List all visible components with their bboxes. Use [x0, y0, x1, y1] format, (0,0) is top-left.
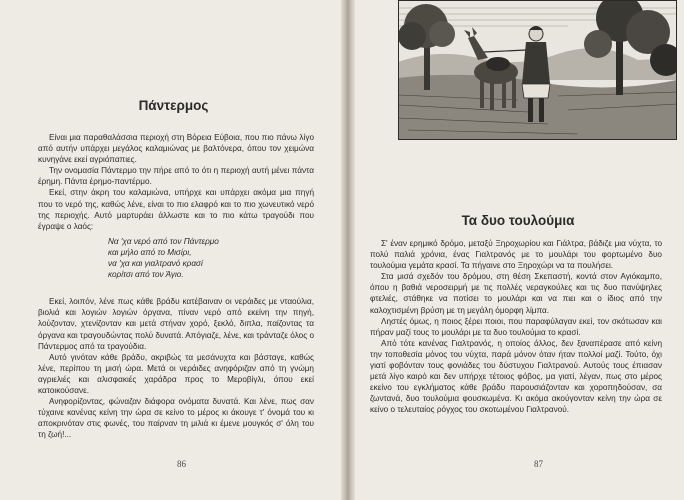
right-page-title: Τα δυο τουλούμια [461, 213, 575, 228]
left-paragraph-1: Είναι μια παραθαλάσσια περιοχή στη Βόρεια Εύβοια, που πιο πάνω λίγο από αυτήν υπάρχει μεγάλος καλαμιώνας με βαλτόνερα, όπου τον χειμώνα κυνηγάνε εκεί αγριόπαπιες. [38, 133, 314, 165]
left-paragraph-3: Εκεί, στην άκρη του καλαμιώνα, υπήρχε και υπάρχει ακόμα μια πηγή που το νερό της, καθώς λένε, είναι το πιο ελαφρό και το πιο χωνευτικό νερό της περιοχής. Αυτό μαρτυράει άλλωστε και το πιο κάτω τραγούδι που έγραψε ο λαός: [38, 188, 314, 231]
page-number-right: 87 [534, 459, 543, 469]
illustration-man-with-mule [398, 0, 677, 140]
page-number-left: 86 [177, 459, 186, 469]
left-paragraph-2: Την ονομασία Πάντερμο την πήρε από το ότι η περιοχή αυτή μένει πάντα έρημη. Πάντα έρημο-παντέρμο. [38, 166, 314, 187]
book-spine [341, 0, 355, 500]
right-page-body [370, 238, 662, 416]
poem-line: και μήλο από το Μισίρι, [108, 247, 192, 257]
left-paragraph-5: Αυτό γινόταν κάθε βράδυ, ακριβώς τα μεσάνυχτα και βάσταγε, καθώς λένε, περίπου τη μισή ώρα. Μετά οι νεράιδες ανηφόριζαν από τη γνώμη αγριελιές και αλισφακιές χαράδρα προς το Μεροβίγλι, όπου εκεί κατοικούσανε. [38, 352, 314, 395]
right-paragraph-4: Από τότε κανένας Γιαλτρανός, η οποίος άλλος, δεν ξαναπέρασε από κείνη την τοποθεσία μόνος του νύχτα, παρά μόνον όταν ήταν πολλοί μαζί. Τούτο, όχι γιατί φοβόνταν τους φονιάδες του δύστυχου Γιαλτρανού. Αυτούς τους έπιασαν μετά λίγο καιρό και δεν υπήρχε τέτοιος φόβος, μα γιατί, λέγαν, πως στο μέρος εκείνο του εγκλήματος κάθε βράδυ παρουσιάζονταν και χοροπηδούσαν, σα ζωντανά, δυο τουλούμια φουσκωμένα. Κι ακόμα ακούγονταν κείνη την ώρα σε κείνο ο τελευταίος ρόγχος του σκοτωμένου Γιαλτρανού. [370, 338, 662, 415]
left-page-body [38, 132, 314, 440]
right-paragraph-1: Σ' έναν ερημικό δρόμο, μεταξύ Ξηροχωρίου και Γιάλτρα, βάδιζε μια νύχτα, το πολύ παλιά χρόνια, ένας Γιαλτρανός με το μουλάρι του φορτωμένο δυο τουλούμια γεμάτα κρασί. Τα πήγαινε στο Ξηροχώρι να τα πουλήσει. [370, 239, 662, 271]
right-paragraph-2: Στα μισά σχεδόν του δρόμου, στη θέση Σκεπαστή, κοντά στον Αγιόκαμπο, όπου η βαθιά νεροσειρμή με τις πολλές νεραγκούλες και τις δυο πανύψηλες φτελιές, στάθηκε να ποτίσει το μουλάρι και να πιει και ο ίδιος από την καλοχτισμένη βρύση με τη μεγάλη όμορφη λίμπα. [370, 272, 662, 315]
right-paragraph-3: Ληστές όμως, η ποιος ξέρει ποιοι, που παραφύλαγαν εκεί, τον σκότωσαν και πήραν μαζί τους το μουλάρι με τα δυο τουλούμια το κρασί. [370, 316, 662, 337]
left-page-title: Πάντερμος [138, 98, 209, 113]
left-paragraph-6: Ανηφορίζοντας, φώναζαν διάφορα ονόματα δυνατά. Και λένε, πως σαν τύχαινε κανένας κείνη την ώρα σε κείνο το μέρος κι άκουγε τ' όνομά του κι αποκρινόταν στις φωνές, του παίρναν τη μιλιά κι έμενε μουγκός σ' όλη του τη ζωή!... [38, 397, 314, 440]
poem-line: κορίτσι από τον Άγιο. [108, 270, 184, 280]
poem-line: να 'χα και γιαλτρανό κρασί [108, 259, 203, 269]
left-paragraph-4: Εκεί, λοιπόν, λένε πως κάθε βράδυ κατέβαιναν οι νεράιδες με νταούλια, βιολιά και λογιών λογιών όργανα, πίναν νερό από εκείνη την πηγή, λούζονταν, χτενίζονταν και μετά στήναν χορό, ξεκλό, διπλα, παίζοντας τα όργανα και τραγουδώντας πολύ δυνατά. Απόγιαζε, λένε, και τράνταζε όλος ο Πάντερμος από τα τραγούδια. [38, 297, 314, 351]
folk-poem [108, 236, 314, 280]
poem-line: Να 'χα νερό από τον Πάντερμο [108, 236, 219, 246]
